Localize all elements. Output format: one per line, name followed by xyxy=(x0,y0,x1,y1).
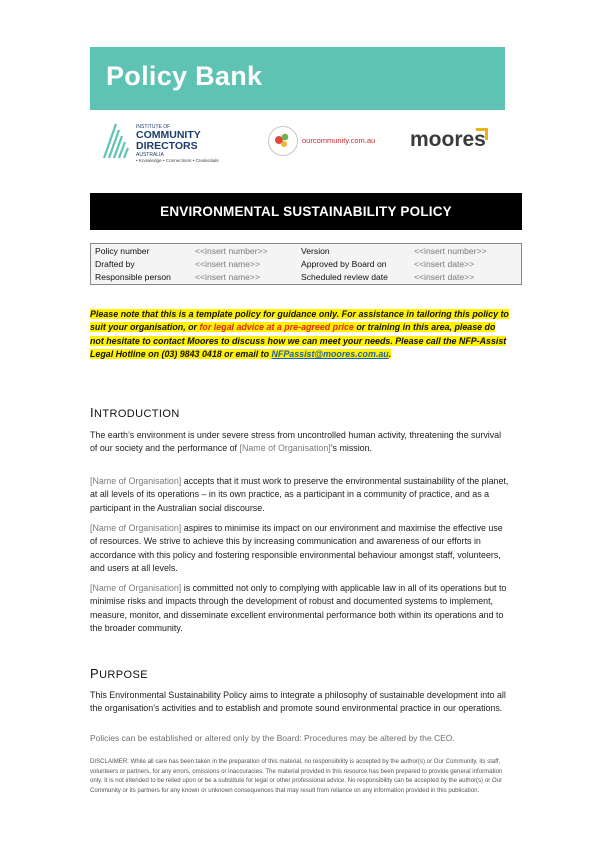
notice-legal-advice: for legal advice at a pre-agreed price xyxy=(199,322,354,333)
moores-logo: moores xyxy=(410,128,486,151)
meta-value: <<insert date>> xyxy=(414,259,475,269)
intro-paragraph: The earth’s environment is under severe stress from uncontrolled human activity, threatening the survival of our society and the performance of [Name of Organisation]’s mission. xyxy=(90,430,502,454)
purpose-heading: PURPOSE xyxy=(90,666,148,681)
meta-row xyxy=(91,258,523,271)
notice-text: or training in this area, please do not hesitate to contact Moores to discuss how we can meet your needs. Please call the NFP-Assist Legal Hotline on (03) 9843 0418 or email to xyxy=(90,322,507,359)
ourcommunity-globe-icon xyxy=(268,126,298,156)
meta-label: Approved by Board on xyxy=(301,259,387,269)
meta-row xyxy=(91,271,523,284)
meta-label: Responsible person xyxy=(95,272,171,282)
policy-title: ENVIRONMENTAL SUSTAINABILITY POLICY xyxy=(160,204,452,219)
intro-paragraph: [Name of Organisation] aspires to minimise its impact on our environment and maximise the effective use of resources. We strive to achieve this by increasing communication and awareness of our efforts in accordance with this policy and fostering responsible environmental behaviour amongst staff, volunteers, and users at all levels. xyxy=(90,523,503,573)
icd-line2: COMMUNITY DIRECTORS xyxy=(136,129,201,152)
meta-label: Policy number xyxy=(95,246,150,256)
meta-value: <<insert number>> xyxy=(195,246,268,256)
notice-email-link[interactable]: NFPassist@moores.com.au xyxy=(271,348,389,359)
policies-note: Policies can be established or altered only by the Board: Procedures may be altered by the CEO. xyxy=(90,733,455,743)
meta-label: Scheduled review date xyxy=(301,272,388,282)
icd-logo xyxy=(102,120,262,164)
icd-line1: INSTITUTE OF xyxy=(136,124,171,130)
policy-bank-banner xyxy=(90,47,505,110)
moores-mark-icon xyxy=(476,128,488,140)
introduction-heading: INTRODUCTION xyxy=(90,405,180,420)
partner-logos xyxy=(90,118,505,168)
ourcommunity-logo xyxy=(268,126,388,158)
purpose-paragraph: This Environmental Sustainability Policy aims to integrate a philosophy of sustainable development into all the organisation’s activities and to establish and promote sound environmental practice in our operations. xyxy=(90,690,506,714)
intro-paragraph: [Name of Organisation] accepts that it must work to preserve the environmental sustainability of the planet, at all levels of its operations – in its own practice, as a participant in a community of practice, and as a participant in the Australian social discourse. xyxy=(90,476,509,513)
notice-text: Please note that this is a template policy for guidance only. For assistance in tailoring this policy to suit your organisation, or xyxy=(90,309,509,333)
meta-row xyxy=(91,245,523,258)
meta-value: <<insert name>> xyxy=(195,259,260,269)
org-placeholder: [Name of Organisation] xyxy=(90,523,182,533)
icd-mark-icon xyxy=(102,120,136,160)
policy-title-bar xyxy=(90,193,522,230)
meta-label: Drafted by xyxy=(95,259,135,269)
org-placeholder: [Name of Organisation] xyxy=(90,583,182,593)
intro-paragraph: [Name of Organisation] is committed not only to complying with applicable law in all of its operations but to minimise risks and impacts through the development of robust and documented systems to implement, measure, monitor, and disseminate excellent environmental performance both within its operations and to the broader community. xyxy=(90,583,507,633)
notice-period: . xyxy=(388,348,392,359)
icd-line3: AUSTRALIA xyxy=(136,152,164,158)
meta-value: <<insert date>> xyxy=(414,272,475,282)
meta-value: <<insert name>> xyxy=(195,272,260,282)
org-placeholder: [Name of Organisation] xyxy=(239,443,331,454)
banner-title: Policy Bank xyxy=(106,61,263,91)
org-placeholder: [Name of Organisation] xyxy=(90,476,182,486)
policy-meta-table xyxy=(90,243,522,285)
meta-value: <<insert number>> xyxy=(414,246,487,256)
ourcommunity-text: ourcommunity.com.au xyxy=(302,136,376,145)
template-notice xyxy=(90,308,510,361)
icd-tagline: • Knowledge • Connections • Credentials xyxy=(136,158,219,163)
disclaimer: DISCLAIMER: While all care has been taken in the preparation of this material, no responsibility is accepted by the author(s) or Our Community, its staff, volunteers or partners, for any errors, omissions or inaccuracies. The material provided in this resource has been prepared to provide general information only. It is not intended to be relied upon or be a substitute for legal or other professional advice. No responsibility can be accepted by the author(s) or Our Community or its partners for any known or unknown consequences that may result from reliance on any information provided in this publication. xyxy=(90,758,503,794)
meta-label: Version xyxy=(301,246,330,256)
